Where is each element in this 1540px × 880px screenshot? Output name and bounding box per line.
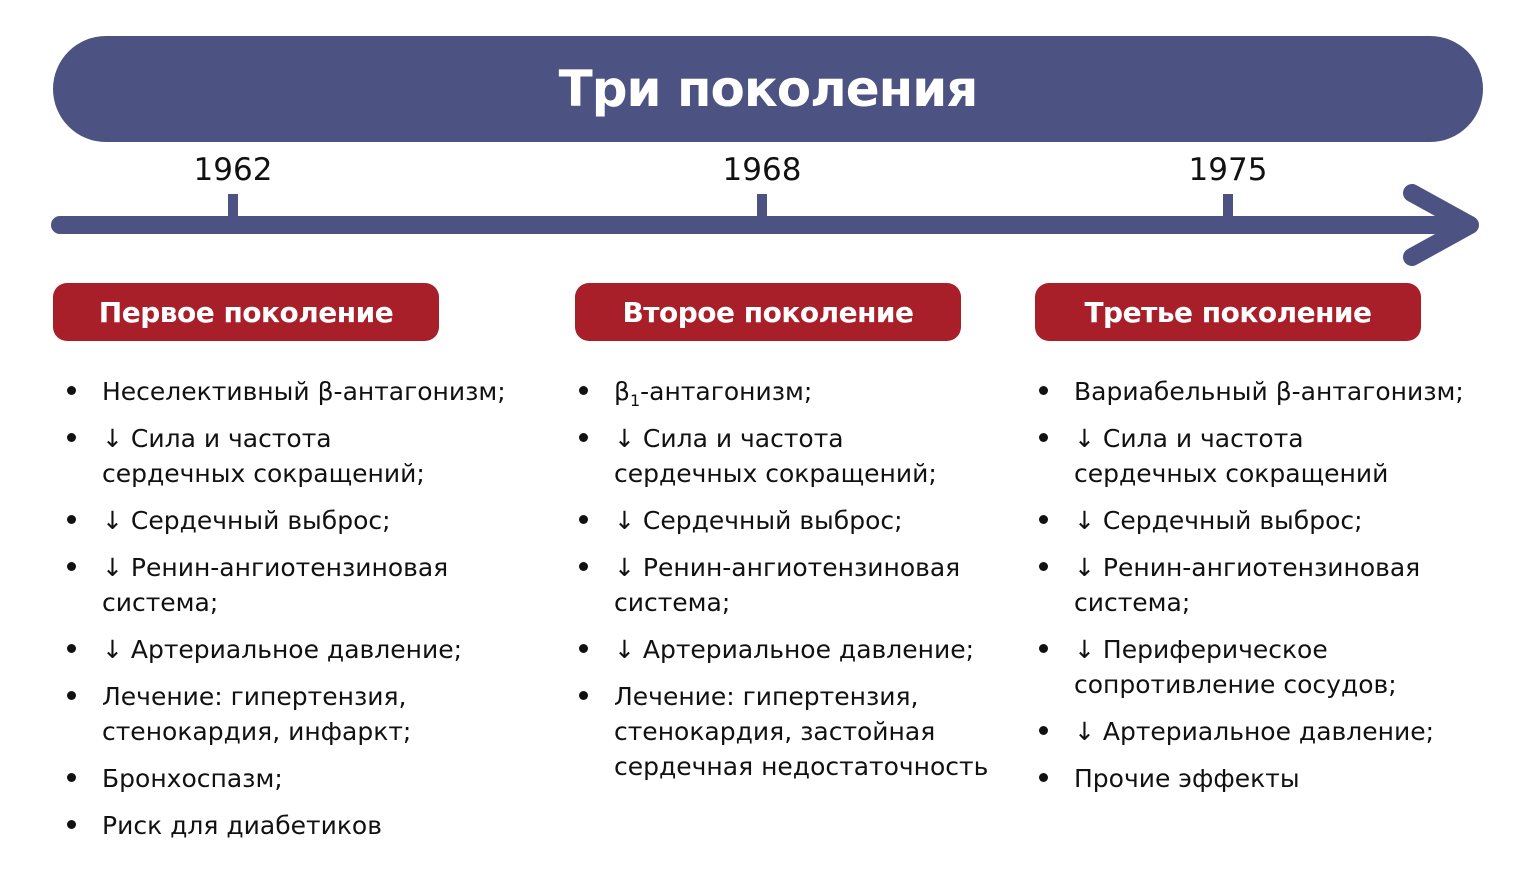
list-item: [53, 632, 506, 667]
bullet-icon: [1039, 773, 1048, 782]
list-item: [53, 679, 506, 749]
first-generation-list: [53, 374, 506, 855]
year-label-1962: 1962: [193, 152, 273, 188]
bullet-icon: [67, 644, 76, 653]
list-item: [565, 374, 988, 409]
list-item-text: ↓ Периферическое: [1074, 635, 1328, 664]
bullet-icon: [1039, 386, 1048, 395]
list-item: [1025, 421, 1464, 491]
list-item: [565, 550, 988, 620]
list-item: [1025, 714, 1464, 749]
list-item: [53, 550, 506, 620]
bullet-icon: [67, 562, 76, 571]
list-item-text: $\beta_1$-антагонизм;: [614, 377, 813, 410]
list-item-text: стенокардия, инфаркт;: [102, 717, 412, 746]
list-item-text: сердечных сокращений;: [614, 459, 937, 488]
list-item-text: ↓ Сила и частота: [1074, 424, 1304, 453]
list-item-text: ↓ Сила и частота: [102, 424, 332, 453]
list-item: [53, 761, 506, 796]
list-item-text: ↓ Сила и частота: [614, 424, 844, 453]
third-generation-header: [1035, 283, 1421, 341]
bullet-icon: [1039, 726, 1048, 735]
year-label-1975: 1975: [1188, 152, 1268, 188]
bullet-icon: [579, 691, 588, 700]
list-item-text: Лечение: гипертензия,: [102, 682, 407, 711]
list-item: [1025, 550, 1464, 620]
list-item: [53, 808, 506, 843]
list-item-text: Вариабельный β-антагонизм;: [1074, 377, 1464, 406]
list-item: [53, 421, 506, 491]
second-generation-title: Второе поколение: [622, 295, 914, 329]
bullet-icon: [579, 386, 588, 395]
tick-1968: [757, 194, 767, 232]
list-item-text: ↓ Сердечный выброс;: [102, 506, 391, 535]
list-item: [53, 374, 506, 409]
bullet-icon: [579, 644, 588, 653]
diagram-title: Три поколения: [558, 60, 978, 118]
bullet-icon: [1039, 433, 1048, 442]
list-item-text: сердечных сокращений: [1074, 459, 1389, 488]
list-item-text: сердечная недостаточность: [614, 752, 989, 781]
list-item-text: Лечение: гипертензия,: [614, 682, 919, 711]
bullet-icon: [579, 562, 588, 571]
bullet-icon: [1039, 644, 1048, 653]
list-item-text: ↓ Ренин-ангиотензиновая: [614, 553, 961, 582]
list-item-text: ↓ Артериальное давление;: [614, 635, 975, 664]
list-item-text: сердечных сокращений;: [102, 459, 425, 488]
list-item-text: ↓ Ренин-ангиотензиновая: [102, 553, 449, 582]
list-item-text: ↓ Артериальное давление;: [102, 635, 463, 664]
list-item: [565, 632, 988, 667]
list-item-text: Прочие эффекты: [1074, 764, 1300, 793]
bullet-icon: [67, 386, 76, 395]
list-item-text: ↓ Сердечный выброс;: [614, 506, 903, 535]
list-item-text: сопротивление сосудов;: [1074, 670, 1397, 699]
year-label-1968: 1968: [722, 152, 802, 188]
list-item: [1025, 761, 1464, 796]
list-item: [565, 421, 988, 491]
second-generation-list: [565, 374, 988, 796]
list-item-text: Бронхоспазм;: [102, 764, 283, 793]
bullet-icon: [579, 515, 588, 524]
list-item-text: стенокардия, застойная: [614, 717, 936, 746]
bullet-icon: [1039, 515, 1048, 524]
first-generation-title: Первое поколение: [98, 295, 394, 329]
list-item: [1025, 632, 1464, 702]
list-item: [53, 503, 506, 538]
bullet-icon: [67, 433, 76, 442]
second-generation-header: [575, 283, 961, 341]
list-item-text: ↓ Ренин-ангиотензиновая: [1074, 553, 1421, 582]
bullet-icon: [1039, 562, 1048, 571]
list-item-text: Риск для диабетиков: [102, 811, 382, 840]
list-item: [565, 503, 988, 538]
third-generation-list: [1025, 374, 1464, 808]
bullet-icon: [579, 433, 588, 442]
list-item-text: ↓ Артериальное давление;: [1074, 717, 1435, 746]
bullet-icon: [67, 691, 76, 700]
bullet-icon: [67, 773, 76, 782]
list-item: [565, 679, 988, 784]
list-item-text: система;: [1074, 588, 1191, 617]
list-item-text: Неселективный β-антагонизм;: [102, 377, 506, 406]
list-item-text: ↓ Сердечный выброс;: [1074, 506, 1363, 535]
bullet-icon: [67, 515, 76, 524]
list-item: [1025, 374, 1464, 409]
first-generation-header: [53, 283, 439, 341]
list-item-text: система;: [614, 588, 731, 617]
tick-1962: [228, 194, 238, 232]
bullet-icon: [67, 820, 76, 829]
tick-1975: [1223, 194, 1233, 232]
list-item-text: система;: [102, 588, 219, 617]
third-generation-title: Третье поколение: [1084, 295, 1372, 329]
list-item: [1025, 503, 1464, 538]
